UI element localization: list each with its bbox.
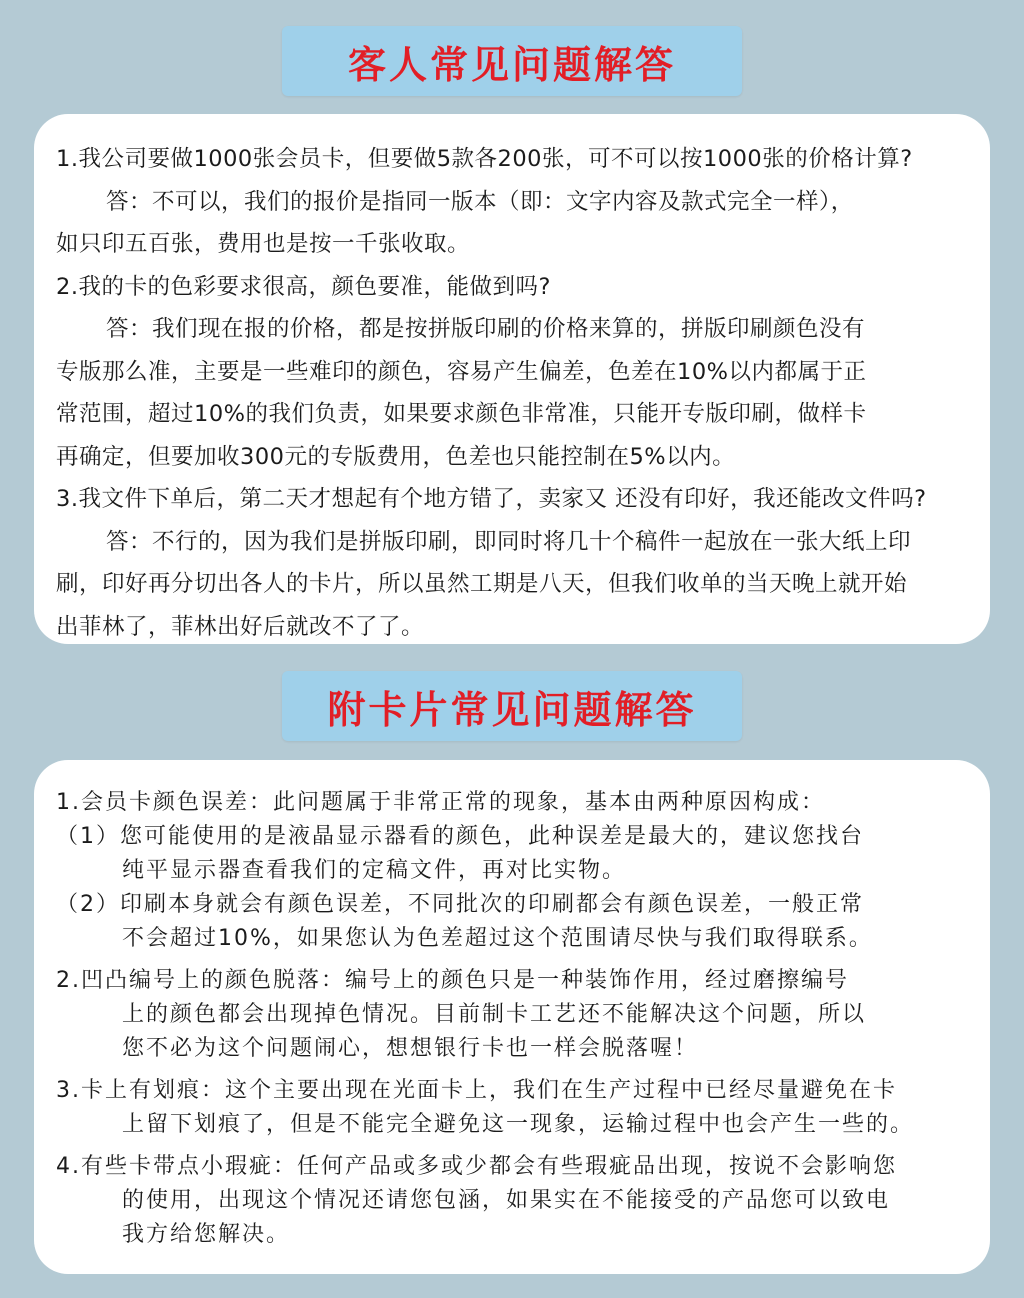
- card-faq-item-1: 1.会员卡颜色误差：此问题属于非常正常的现象，基本由两种原因构成：: [56, 790, 825, 815]
- card-faq-item-2-cont: 上的颜色都会出现掉色情况。目前制卡工艺还不能解决这个问题，所以: [122, 1002, 867, 1027]
- card-faq-item-4-cont: 的使用，出现这个情况还请您包涵，如果实在不能接受的产品您可以致电: [122, 1188, 891, 1213]
- faq-answer-2: 答：我们现在报的价格，都是按拼版印刷的价格来算的，拼版印刷颜色没有: [106, 316, 866, 342]
- card-faq-item-2: 2.凹凸编号上的颜色脱落：编号上的颜色只是一种装饰作用，经过磨擦编号: [56, 968, 849, 993]
- faq-answer-3: 答：不行的，因为我们是拼版印刷，即同时将几十个稿件一起放在一张大纸上印: [106, 528, 912, 555]
- section-title-card-faq: 附卡片常见问题解答: [282, 671, 742, 741]
- card-faq-item-4-cont: 我方给您解决。: [122, 1222, 291, 1247]
- card-faq-item-1-sub1-cont: 纯平显示器查看我们的定稿文件，再对比实物。: [122, 858, 627, 883]
- card-faq-item-3: 3.卡上有划痕：这个主要出现在光面卡上，我们在生产过程中已经尽量避免在卡: [56, 1078, 897, 1103]
- faq-answer-2-cont: 专版那么准，主要是一些难印的颜色，容易产生偏差，色差在10%以内都属于正: [56, 358, 867, 385]
- card-faq-item-3-cont: 上留下划痕了，但是不能完全避免这一现象，运输过程中也会产生一些的。: [122, 1112, 915, 1137]
- faq-card-cards: [34, 760, 990, 1274]
- faq-question-2: 2.我的卡的色彩要求很高，颜色要准，能做到吗?: [56, 273, 551, 300]
- faq-answer-1-cont: 如只印五百张，费用也是按一千张收取。: [56, 231, 471, 257]
- section-title-customer-faq: 客人常见问题解答: [282, 26, 742, 96]
- faq-question-1: 1.我公司要做1000张会员卡，但要做5款各200张，可不可以按1000张的价格计算?: [56, 146, 913, 172]
- faq-answer-3-cont: 出菲林了，菲林出好后就改不了了。: [56, 613, 425, 640]
- card-faq-item-2-cont: 您不必为这个问题闹心，想想银行卡也一样会脱落喔！: [122, 1036, 699, 1061]
- faq-answer-1: 答：不可以，我们的报价是指同一版本（即：文字内容及款式完全一样），: [106, 188, 854, 215]
- card-faq-item-4: 4.有些卡带点小瑕疵：任何产品或多或少都会有些瑕疵品出现，按说不会影响您: [56, 1154, 897, 1179]
- faq-answer-3-cont: 刷，印好再分切出各人的卡片，所以虽然工期是八天，但我们收单的当天晚上就开始: [56, 571, 908, 597]
- card-faq-item-1-sub2: （2）印刷本身就会有颜色误差，不同批次的印刷都会有颜色误差，一般正常: [56, 892, 864, 917]
- card-faq-item-1-sub1: （1）您可能使用的是液晶显示器看的颜色，此种误差是最大的，建议您找台: [56, 824, 864, 849]
- faq-question-3: 3.我文件下单后，第二天才想起有个地方错了，卖家又 还没有印好，我还能改文件吗?: [56, 486, 927, 512]
- card-faq-item-1-sub2-cont: 不会超过10%，如果您认为色差超过这个范围请尽快与我们取得联系。: [122, 926, 873, 951]
- faq-answer-2-cont: 常范围，超过10%的我们负责，如果要求颜色非常准，只能开专版印刷，做样卡: [56, 401, 867, 427]
- faq-answer-2-cont: 再确定，但要加收300元的专版费用，色差也只能控制在5%以内。: [56, 443, 736, 470]
- faq-card-customer: [34, 114, 990, 644]
